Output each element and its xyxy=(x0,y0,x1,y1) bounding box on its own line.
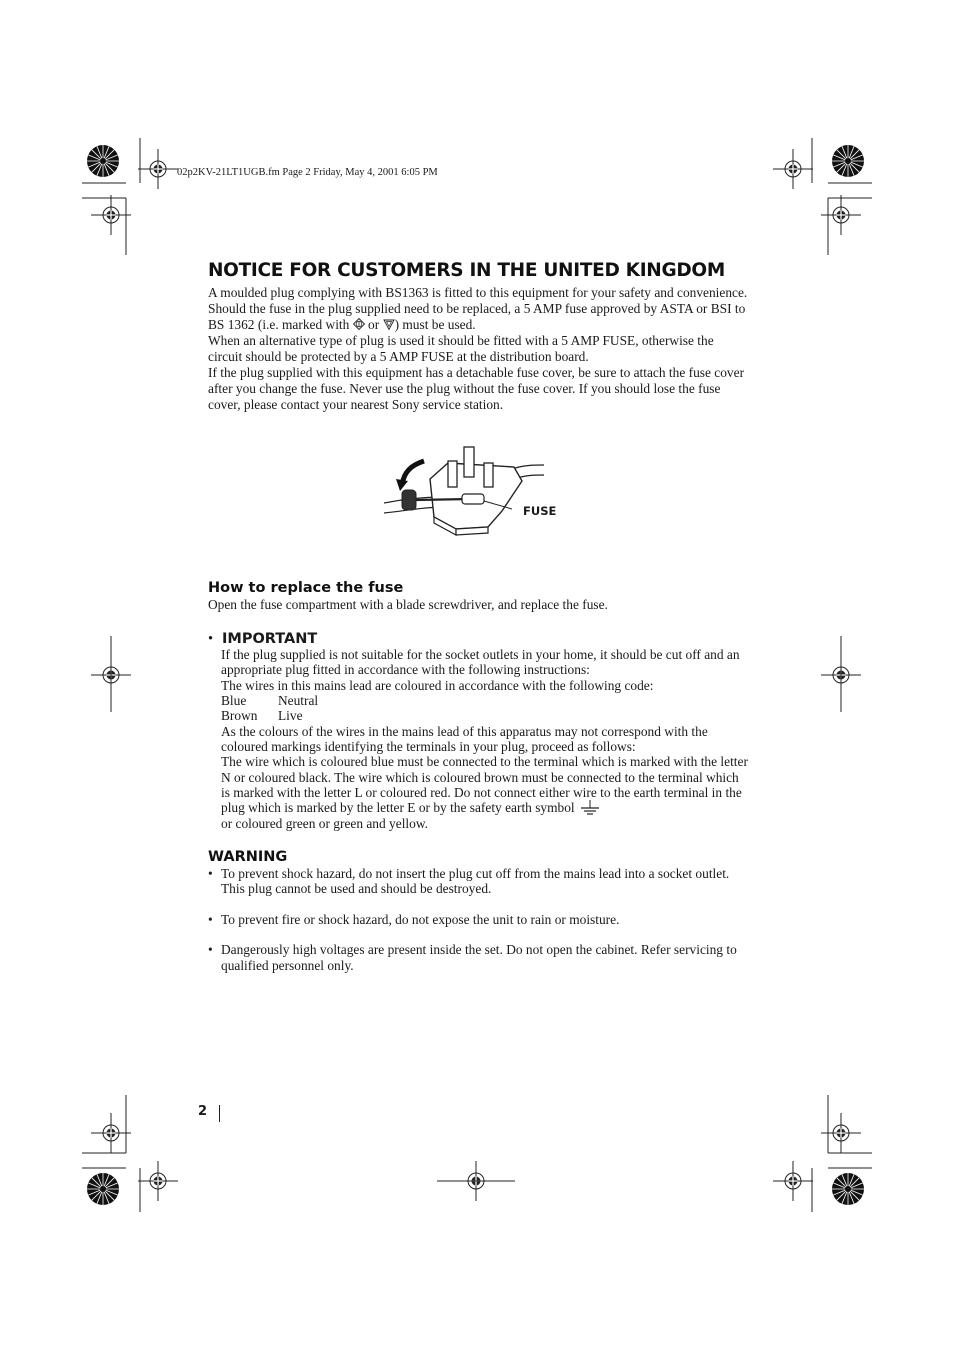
important-paragraph-2: The wires in this mains lead are coloured in accordance with the following code: xyxy=(221,677,654,693)
wire-meaning: Neutral xyxy=(278,692,319,708)
notice-paragraph-2-end: ) must be used. xyxy=(394,317,476,332)
bsi-kitemark-icon xyxy=(383,318,395,330)
warning-heading: WARNING xyxy=(208,848,288,865)
important-paragraph-4 xyxy=(221,754,748,831)
wire-colour: Blue xyxy=(221,692,247,708)
notice-paragraph-2 xyxy=(208,301,748,333)
fuse-label: FUSE xyxy=(523,504,557,518)
wire-code-row xyxy=(221,693,748,709)
notice-paragraph-3: When an alternative type of plug is used it should be fitted with a 5 AMP FUSE, otherwise the circuit should be protected by a 5 AMP FUSE at the distribution board. xyxy=(208,333,714,364)
notice-body xyxy=(208,285,748,413)
wire-colour: Brown xyxy=(221,708,258,724)
replace-fuse-heading: How to replace the fuse xyxy=(208,580,404,596)
page-title: NOTICE FOR CUSTOMERS IN THE UNITED KINGDOM xyxy=(208,260,725,281)
warning-list xyxy=(208,866,748,974)
wire-meaning: Live xyxy=(278,708,303,724)
bullet-glyph: • xyxy=(208,911,213,927)
notice-paragraph-4: If the plug supplied with this equipment has a detachable fuse cover, be sure to attach the fuse cover after you change the fuse. Never use the plug without the fuse cover. If you should lose the fuse cover, please contact your nearest Sony service station. xyxy=(208,365,745,412)
replace-fuse-text: Open the fuse compartment with a blade screwdriver, and replace the fuse. xyxy=(208,597,608,612)
bullet-glyph: • xyxy=(208,942,213,958)
plug-fuse-illustration xyxy=(208,441,748,561)
page-number-divider xyxy=(219,1105,220,1122)
warning-item-text: To prevent shock hazard, do not insert the plug cut off from the mains lead into a socket outlet. This plug cannot be used and should be destroyed. xyxy=(221,865,730,897)
page-number: 2 xyxy=(198,1104,208,1119)
notice-paragraph-2-start: Should the fuse in the plug supplied need to be replaced, a 5 AMP fuse approved by ASTA or BSI to BS 1362 (i.e. marked with xyxy=(208,301,746,332)
important-paragraph-1: If the plug supplied is not suitable for the socket outlets in your home, it should be cut off and an appropriate plug fitted in accordance with the following instructions: xyxy=(221,647,740,678)
page-content xyxy=(208,258,748,988)
asta-mark-icon xyxy=(353,318,365,330)
plug-illustration-icon xyxy=(384,441,544,541)
wire-code-row xyxy=(221,708,748,724)
warning-item xyxy=(208,866,748,897)
important-body xyxy=(208,647,748,832)
notice-paragraph-1: A moulded plug complying with BS1363 is fitted to this equipment for your safety and convenience. xyxy=(208,285,748,300)
warning-item xyxy=(208,912,748,928)
bullet-glyph: • xyxy=(208,865,213,881)
earth-symbol-icon xyxy=(580,800,600,816)
file-info-header: 02p2KV-21LT1UGB.fm Page 2 Friday, May 4, 2001 6:05 PM xyxy=(177,167,438,178)
warning-item-text: Dangerously high voltages are present inside the set. Do not open the cabinet. Refer servicing to qualified personnel only. xyxy=(221,942,737,973)
notice-paragraph-2-or: or xyxy=(368,317,380,332)
important-heading-text: IMPORTANT xyxy=(222,631,318,647)
bullet-glyph: • xyxy=(208,631,214,647)
warning-item-text: To prevent fire or shock hazard, do not expose the unit to rain or moisture. xyxy=(221,911,620,927)
important-heading xyxy=(208,631,748,647)
warning-item xyxy=(208,942,748,973)
important-paragraph-4-end: or coloured green or green and yellow. xyxy=(221,816,428,832)
important-paragraph-3: As the colours of the wires in the mains lead of this apparatus may not correspond with the coloured markings identifying the terminals in your plug, proceed as follows: xyxy=(221,723,708,755)
important-paragraph-4-text: The wire which is coloured blue must be connected to the terminal which is marked with the letter N or coloured black. The wire which is coloured brown must be connected to the terminal which is marked with the letter L or coloured red. Do not connect either wire to the earth terminal in the plug which is marked by the letter E or by the safety earth symbol xyxy=(221,754,748,816)
